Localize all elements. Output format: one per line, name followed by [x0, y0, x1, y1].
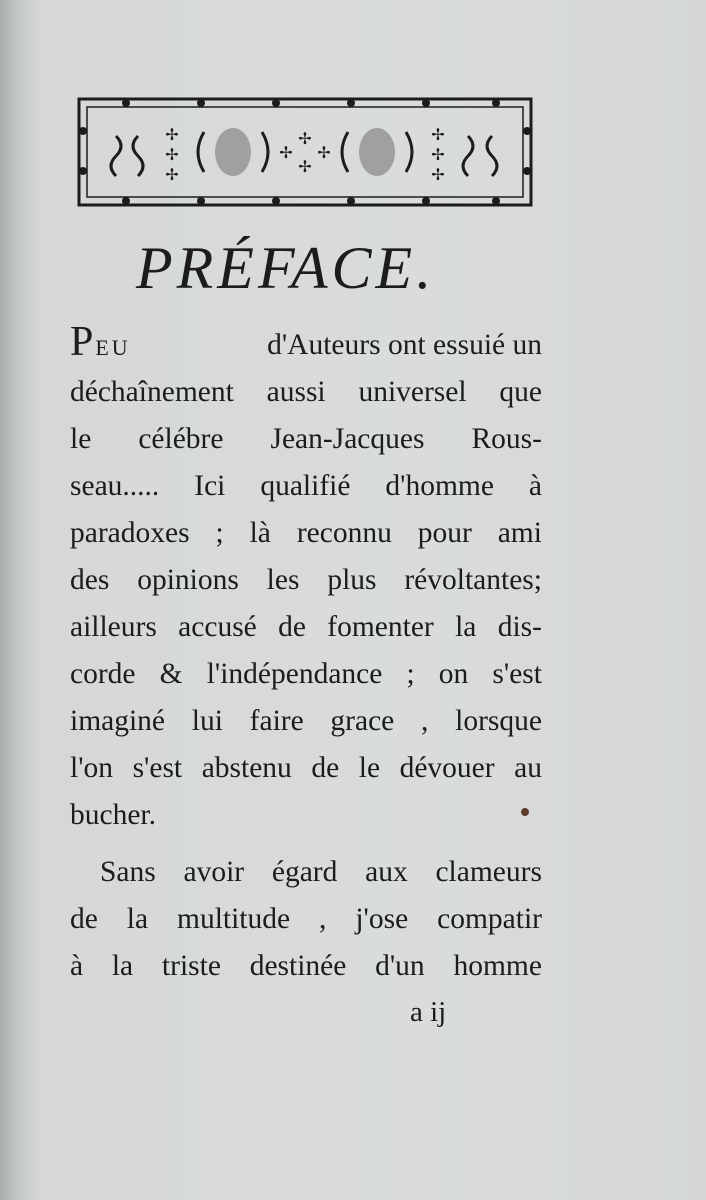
drop-cap: P	[70, 319, 94, 365]
svg-text:✢: ✢	[431, 125, 445, 144]
signature-mark: a ij	[410, 996, 447, 1028]
svg-text:✢: ✢	[298, 129, 312, 148]
text-line-8: corde & l'indépendance ; on s'est	[70, 658, 542, 690]
text-line-13: de la multitude , j'ose compatir	[70, 903, 542, 935]
text-line-11: bucher.	[70, 799, 157, 831]
svg-text:✢: ✢	[165, 145, 179, 164]
text-line-6: des opinions les plus révoltantes;	[70, 564, 542, 596]
text-line-7: ailleurs accusé de fomenter la dis-	[70, 611, 542, 643]
preface-text	[70, 319, 542, 990]
text-line-10: l'on s'est abstenu de le dévouer au	[70, 752, 542, 784]
page-title: PRÉFACE.	[136, 235, 436, 301]
svg-text:✢: ✢	[431, 145, 445, 164]
svg-text:✢: ✢	[317, 143, 331, 162]
svg-text:✢: ✢	[431, 165, 445, 184]
svg-text:✢: ✢	[279, 143, 293, 162]
text-line-4: seau..... Ici qualifié d'homme à	[70, 470, 542, 502]
text-line-2: déchaînement aussi universel que	[70, 376, 542, 408]
text-line-14: à la triste destinée d'un homme	[70, 950, 542, 982]
small-caps: EU	[95, 335, 131, 360]
text-line-9: imaginé lui faire grace , lorsque	[70, 705, 542, 737]
svg-text:✢: ✢	[298, 157, 312, 176]
decorative-headpiece-ornament	[76, 96, 534, 208]
text-line-3: le célébre Jean-Jacques Rous-	[70, 423, 542, 455]
text-line-5: paradoxes ; là reconnu pour ami	[70, 517, 542, 549]
svg-text:✢: ✢	[165, 125, 179, 144]
text-line-1	[70, 319, 542, 369]
svg-text:✢: ✢	[165, 165, 179, 184]
text-line-12: Sans avoir égard aux clameurs	[100, 856, 542, 888]
line-text: d'Auteurs ont essuié un	[267, 329, 542, 361]
